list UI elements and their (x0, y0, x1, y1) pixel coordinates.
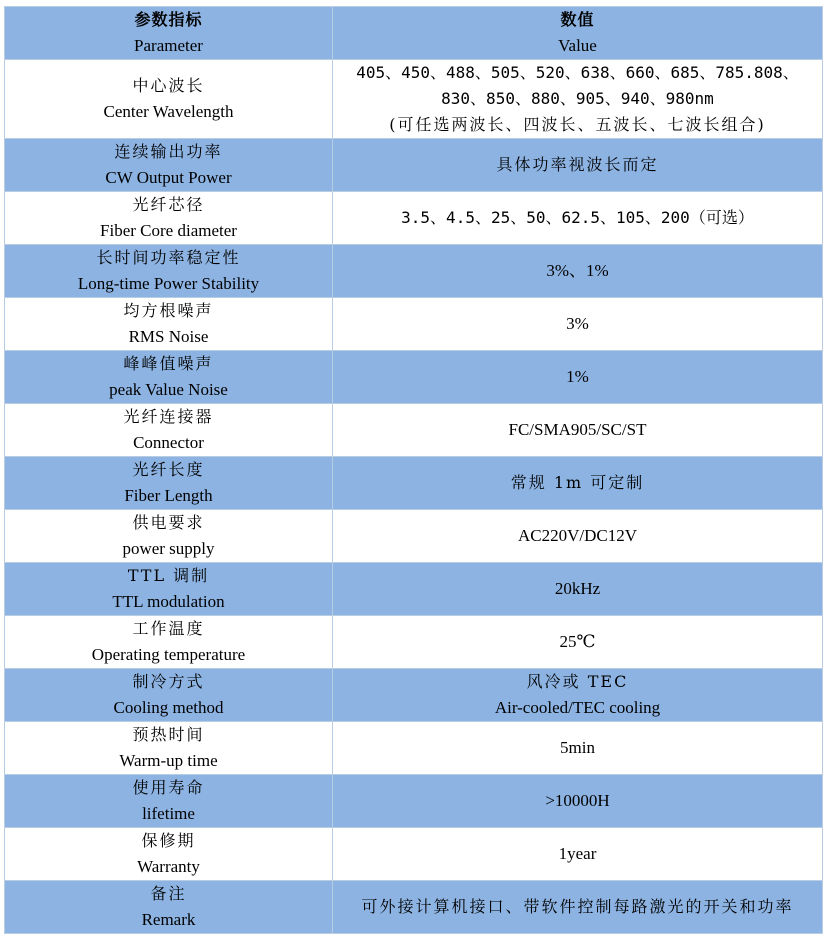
table-row-center-wavelength (5, 60, 823, 139)
value-cell (333, 404, 823, 457)
param-en: Connector (133, 433, 204, 452)
table-row-lifetime (5, 775, 823, 828)
param-zh: 光纤连接器 (123, 407, 214, 426)
table-row-rms-noise (5, 298, 823, 351)
param-zh: 光纤芯径 (132, 195, 205, 214)
table-row-cooling-method (5, 669, 823, 722)
value-cell (333, 563, 823, 616)
table-row-warm-up-time (5, 722, 823, 775)
param-zh: 制冷方式 (132, 672, 205, 691)
value-text: 3.5、4.5、25、50、62.5、105、200（可选） (401, 208, 754, 227)
value-text: 具体功率视波长而定 (496, 155, 659, 174)
param-zh: 连续输出功率 (114, 142, 223, 161)
param-zh: TTL 调制 (127, 566, 210, 585)
param-zh: 使用寿命 (132, 778, 205, 797)
table-row-ttl-modulation (5, 563, 823, 616)
table-row-connector (5, 404, 823, 457)
table-row-fiber-length (5, 457, 823, 510)
value-cell (333, 828, 823, 881)
param-zh: 工作温度 (132, 619, 205, 638)
param-en: peak Value Noise (109, 380, 228, 399)
value-text: 25℃ (559, 632, 596, 651)
header-value-en: Value (558, 36, 597, 55)
param-cell (5, 404, 333, 457)
header-parameter-en: Parameter (134, 36, 203, 55)
value-text: 3% (566, 314, 589, 333)
header-parameter (5, 7, 333, 60)
param-en: Warm-up time (119, 751, 218, 770)
param-cell (5, 351, 333, 404)
param-cell (5, 775, 333, 828)
table-row-operating-temperature (5, 616, 823, 669)
value-cell (333, 775, 823, 828)
param-en: CW Output Power (105, 168, 232, 187)
value-cell (333, 60, 823, 139)
value-text: >10000H (545, 791, 610, 810)
param-cell (5, 510, 333, 563)
header-value (333, 7, 823, 60)
value-cell (333, 139, 823, 192)
param-cell (5, 563, 333, 616)
param-zh: 光纤长度 (132, 460, 205, 479)
param-en: Fiber Length (124, 486, 213, 505)
value-text: 3%、1% (546, 261, 609, 280)
value-cell (333, 722, 823, 775)
param-zh: 均方根噪声 (123, 301, 214, 320)
header-parameter-zh: 参数指标 (134, 10, 203, 29)
value-cell (333, 351, 823, 404)
value-cell (333, 298, 823, 351)
value-cell (333, 669, 823, 722)
spec-table-container (4, 6, 822, 934)
table-row-warranty (5, 828, 823, 881)
param-zh: 长时间功率稳定性 (96, 248, 241, 267)
param-cell (5, 722, 333, 775)
table-row-peak-noise (5, 351, 823, 404)
value-line-3: (可任选两波长、四波长、五波长、七波长组合) (389, 115, 766, 134)
value-cell (333, 192, 823, 245)
param-zh: 中心波长 (132, 76, 205, 95)
param-cell (5, 616, 333, 669)
param-zh: 预热时间 (132, 725, 205, 744)
param-en: Long-time Power Stability (77, 274, 260, 293)
param-en: RMS Noise (128, 327, 209, 346)
value-text: 1year (558, 844, 597, 863)
param-cell (5, 192, 333, 245)
value-cell (333, 245, 823, 298)
param-en: Remark (141, 910, 196, 929)
value-cell (333, 510, 823, 563)
param-zh: 供电要求 (132, 513, 205, 532)
param-zh: 峰峰值噪声 (123, 354, 214, 373)
param-zh: 备注 (150, 884, 187, 903)
param-en: Fiber Core diameter (100, 221, 237, 240)
value-text: 5min (560, 738, 595, 757)
param-cell (5, 457, 333, 510)
value-text: 常规 1m 可定制 (510, 473, 645, 492)
value-text: 1% (566, 367, 589, 386)
param-cell (5, 298, 333, 351)
param-cell (5, 245, 333, 298)
value-line-1: 风冷或 TEC (526, 672, 629, 691)
param-cell (5, 669, 333, 722)
table-row-power-supply (5, 510, 823, 563)
param-en: power supply (122, 539, 215, 558)
param-en: Warranty (137, 857, 200, 876)
param-en: lifetime (142, 804, 195, 823)
value-text: AC220V/DC12V (517, 526, 637, 545)
value-line-1: 405、450、488、505、520、638、660、685、785.808、 (356, 63, 799, 82)
header-value-zh: 数值 (560, 10, 595, 29)
value-text: FC/SMA905/SC/ST (508, 420, 647, 439)
param-cell (5, 139, 333, 192)
param-en: Cooling method (113, 698, 224, 717)
table-row-cw-output-power (5, 139, 823, 192)
param-en: TTL modulation (112, 592, 225, 611)
value-line-2: 830、850、880、905、940、980nm (441, 89, 714, 108)
value-text: 可外接计算机接口、带软件控制每路激光的开关和功率 (361, 897, 794, 916)
param-en: Operating temperature (91, 645, 246, 664)
param-zh: 保修期 (141, 831, 196, 850)
value-cell (333, 616, 823, 669)
value-text: 20kHz (554, 579, 601, 598)
param-en: Center Wavelength (103, 102, 234, 121)
table-header-row (5, 7, 823, 60)
param-cell (5, 828, 333, 881)
value-line-2: Air-cooled/TEC cooling (494, 698, 661, 717)
table-row-power-stability (5, 245, 823, 298)
table-row-fiber-core (5, 192, 823, 245)
spec-table (4, 6, 823, 934)
value-cell (333, 457, 823, 510)
param-cell (5, 60, 333, 139)
